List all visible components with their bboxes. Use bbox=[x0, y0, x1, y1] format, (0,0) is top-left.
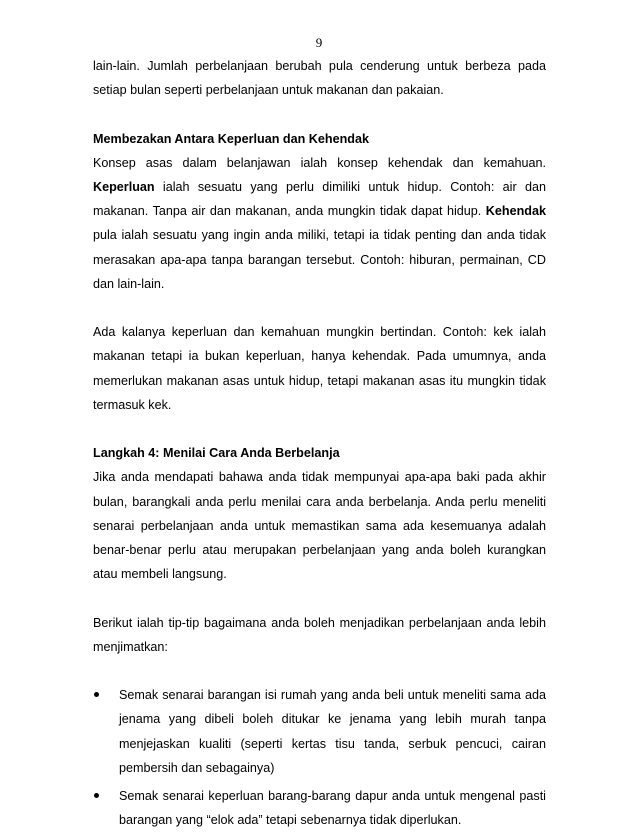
list-item-text: Semak senarai keperluan barang-barang dapur anda untuk mengenal pasti barangan yang “elok ada” tetapi sebenarnya tidak diperlukan. bbox=[119, 789, 546, 828]
paragraph-text: pula ialah sesuatu yang ingin anda miliki, tetapi ia tidak penting dan anda tidak merasakan apa-apa tanpa barangan tersebut. Contoh: hiburan, permainan, CD dan lain-lain. bbox=[93, 228, 546, 291]
overlap-paragraph: Ada kalanya keperluan dan kemahuan mungkin bertindan. Contoh: kek ialah makanan tetapi ia bukan keperluan, hanya kehendak. Pada umumnya, anda memerlukan makanan asas untuk hidup, tetapi makanan asas itu mungkin tidak termasuk kek. bbox=[93, 325, 546, 412]
section-heading-step-4: Langkah 4: Menilai Cara Anda Berbelanja bbox=[93, 446, 340, 461]
page-content bbox=[93, 54, 546, 836]
evaluate-spending-paragraph: Jika anda mendapati bahawa anda tidak mempunyai apa-apa baki pada akhir bulan, barangkali anda perlu menilai cara anda berbelanja. Anda perlu meneliti senarai perbelanjaan anda untuk memastikan sama ada kesemuanya adalah benar-benar perlu atau merupakan perbelanjaan yang anda boleh kurangkan atau membeli langsung. bbox=[93, 470, 546, 582]
section-heading-needs-wants: Membezakan Antara Keperluan dan Kehendak bbox=[93, 131, 369, 146]
tips-list bbox=[93, 683, 546, 832]
intro-paragraph: lain-lain. Jumlah perbelanjaan berubah pula cenderung untuk berbeza pada setiap bulan seperti perbelanjaan untuk makanan dan pakaian. bbox=[93, 59, 546, 98]
term-kehendak: Kehendak bbox=[485, 204, 546, 219]
list-item-text: Semak senarai barangan isi rumah yang anda beli untuk meneliti sama ada jenama yang dibeli boleh ditukar ke jenama yang lebih murah tanpa menjejaskan kualiti (seperti kertas tisu tanda, serbuk pencuci, cairan pembersih dan sebagainya) bbox=[119, 688, 546, 775]
paragraph-text: Konsep asas dalam belanjawan ialah konsep kehendak dan kemahuan. bbox=[93, 155, 546, 170]
list-item bbox=[93, 784, 546, 832]
needs-wants-paragraph bbox=[93, 151, 546, 296]
page-number: 9 bbox=[315, 35, 323, 50]
term-keperluan: Keperluan bbox=[93, 180, 155, 194]
tips-intro-paragraph: Berikut ialah tip-tip bagaimana anda boleh menjadikan perbelanjaan anda lebih menjimatkan: bbox=[93, 615, 546, 654]
list-item bbox=[93, 683, 546, 780]
paragraph-text: ialah sesuatu yang perlu dimiliki untuk hidup. Contoh: air dan makanan. Tanpa air dan makanan, anda mungkin tidak dapat hidup. bbox=[93, 180, 546, 219]
